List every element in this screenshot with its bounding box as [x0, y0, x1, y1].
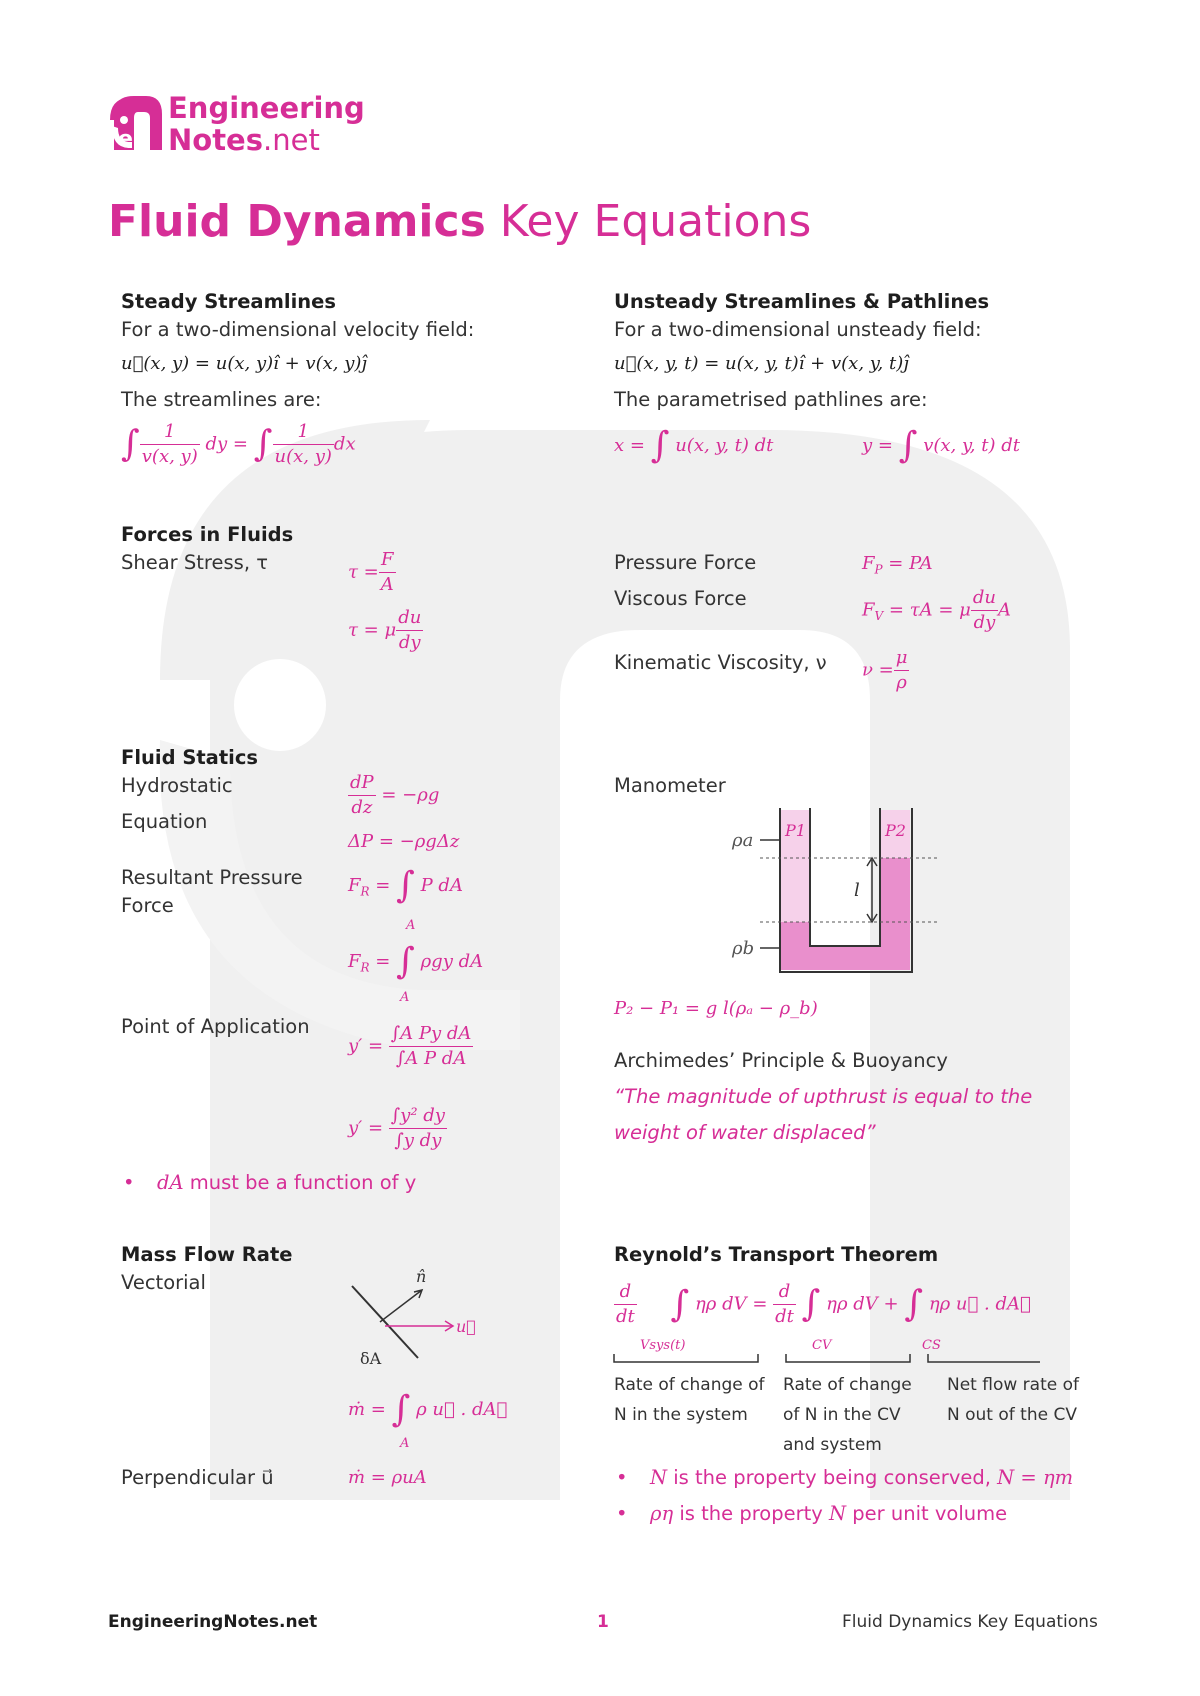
footer-site[interactable]: EngineeringNotes.net: [108, 1612, 318, 1632]
point-of-application-eq-2: y′ = $\frac{\text{∫y² dy}}{\text{∫y dy}}$: [348, 1105, 445, 1151]
steady-heading: Steady Streamlines: [121, 290, 336, 313]
footer-title: Fluid Dynamics Key Equations: [842, 1612, 1098, 1632]
viscous-force-label: Viscous Force: [614, 587, 747, 610]
reynolds-braces: [610, 1350, 1040, 1370]
kinematic-eq: ν = $\frac{\mu}{\rho}$: [862, 647, 908, 693]
pathline-x-eq: x = ∫ u(x, y, t) dt: [614, 425, 774, 466]
shear-eq-2: τ = μ $\frac{du}{dy}$: [348, 607, 422, 653]
reynolds-bullet-1: • N is the property being conserved, N = ηm: [650, 1466, 1073, 1489]
hydro-label-1: Hydrostatic: [121, 774, 233, 797]
archimedes-quote-2: weight of water displaced”: [614, 1121, 876, 1144]
steady-line2: The streamlines are:: [121, 388, 322, 411]
p1-label: P1: [785, 821, 806, 840]
perpendicular-eq: ṁ = ρuA: [348, 1467, 427, 1488]
archimedes-heading: Archimedes’ Principle & Buoyancy: [614, 1049, 948, 1072]
statics-bullet: • dA must be a function of y: [157, 1171, 416, 1194]
delta-p-eq: ΔP = −ρgΔz: [348, 831, 460, 852]
reynolds-eq: $\frac{d}{dt}$ ∫ ηρ dV = $\frac{d}{dt}$ ∫ ηρ dV + ∫ ηρ u⃗ . dA⃗: [616, 1281, 1031, 1327]
rho-a-label: ρa: [732, 830, 754, 851]
mass-flow-eq: ṁ = ∫ ρ u⃗ . dA⃗: [348, 1389, 508, 1430]
unsteady-line1: For a two-dimensional unsteady field:: [614, 318, 982, 341]
u-vec-label: u⃗: [456, 1317, 476, 1336]
steady-streamline-eq: ∫ $\frac{1}{v(x, y)}$ dy = ∫ $\frac{1}{u(x, y)}$ dx: [121, 421, 356, 467]
manometer-diagram: [730, 800, 950, 990]
p2-label: P2: [885, 821, 906, 840]
resultant-eq-1-limit: A: [406, 918, 416, 933]
pressure-force-label: Pressure Force: [614, 551, 757, 574]
logo-line1: Engineering: [168, 91, 365, 125]
shear-eq-1: τ = $\frac{F}{A}$: [348, 549, 394, 595]
reynolds-limit-1: Vsys(t): [640, 1338, 686, 1353]
brace-3-text: Net flow rate of N out of the CV: [947, 1375, 1079, 1425]
reynolds-limit-3: CS: [922, 1338, 941, 1353]
kinematic-label: Kinematic Viscosity, ν: [614, 651, 827, 674]
brace-2-text: Rate of change of N in the CV and system: [783, 1375, 912, 1455]
mass-flow-limit: A: [400, 1436, 410, 1451]
reynolds-heading: Reynold’s Transport Theorem: [614, 1243, 939, 1266]
steady-field-eq: u⃗(x, y) = u(x, y)î + v(x, y)ĵ: [121, 353, 367, 374]
statics-heading: Fluid Statics: [121, 746, 259, 769]
brand-logo[interactable]: [108, 88, 388, 158]
reynolds-limit-2: CV: [812, 1338, 832, 1353]
pathline-y-eq: y = ∫ v(x, y, t) dt: [862, 425, 1020, 466]
rho-b-label: ρb: [732, 938, 755, 959]
brace-1-text: Rate of change of N in the system: [614, 1375, 765, 1425]
point-of-application-label: Point of Application: [121, 1015, 310, 1038]
mass-flow-diagram: [340, 1268, 480, 1368]
n-hat-label: n̂: [416, 1268, 427, 1286]
delta-a-label: δA: [360, 1349, 382, 1368]
unsteady-line2: The parametrised pathlines are:: [614, 388, 928, 411]
svg-text:en: en: [118, 127, 149, 152]
archimedes-quote-1: “The magnitude of upthrust is equal to the: [614, 1085, 1033, 1108]
logo-line2: Notes.net: [168, 123, 320, 157]
viscous-force-eq: $F_V = \tau A = \mu$ $\frac{du}{dy}$ A: [862, 587, 1012, 633]
manometer-eq: P₂ − P₁ = g l(ρₐ − ρ_b): [614, 998, 818, 1019]
mass-flow-heading: Mass Flow Rate: [121, 1243, 293, 1266]
hydro-label-2: Equation: [121, 810, 208, 833]
perpendicular-label: Perpendicular u⃗: [121, 1466, 274, 1489]
manometer-label: Manometer: [614, 774, 726, 797]
elephant-icon: [108, 92, 166, 154]
hydro-eq: $\frac{dP}{dz}$ = −ρg: [350, 772, 440, 818]
footer-page-number: 1: [597, 1612, 609, 1632]
unsteady-field-eq: u⃗(x, y, t) = u(x, y, t)î + v(x, y, t)ĵ: [614, 353, 909, 374]
resultant-eq-2: $F_R$ = ∫ ρgy dA: [348, 941, 484, 982]
vectorial-label: Vectorial: [121, 1271, 206, 1294]
page-title: Fluid Dynamics Key Equations: [108, 196, 812, 247]
resultant-eq-1: $F_R$ = ∫ P dA: [348, 865, 463, 906]
pressure-force-eq: $F_P$ = PA: [862, 553, 933, 577]
resultant-label-1: Resultant Pressure: [121, 866, 303, 889]
reynolds-bullet-2: • ρη is the property N per unit volume: [650, 1502, 1007, 1525]
l-label: l: [854, 880, 860, 901]
shear-label: Shear Stress, τ: [121, 551, 268, 574]
point-of-application-eq-1: y′ = $\frac{\text{∫A Py dA}}{\text{∫A P dA}}$: [348, 1023, 472, 1069]
forces-heading: Forces in Fluids: [121, 523, 294, 546]
resultant-eq-2-limit: A: [400, 990, 410, 1005]
steady-line1: For a two-dimensional velocity field:: [121, 318, 475, 341]
unsteady-heading: Unsteady Streamlines & Pathlines: [614, 290, 990, 313]
resultant-label-2: Force: [121, 894, 174, 917]
